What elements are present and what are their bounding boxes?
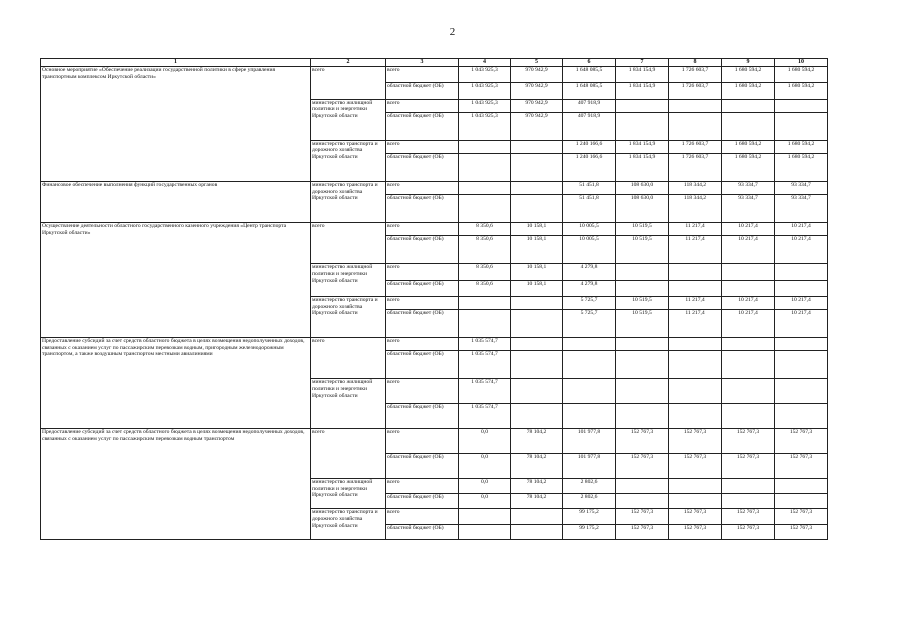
value-cell: 152 767,3	[775, 429, 828, 454]
value-cell: 93 334,7	[775, 195, 828, 223]
funding-source-cell: областной бюджет (ОБ)	[386, 309, 459, 337]
value-cell	[511, 379, 563, 404]
table-row	[41, 338, 828, 351]
value-cell: 5 725,7	[563, 309, 616, 337]
value-cell: 8 350,6	[459, 280, 511, 296]
value-cell: 10 519,5	[616, 296, 669, 309]
value-cell: 5 725,7	[563, 296, 616, 309]
value-cell: 8 350,6	[459, 223, 511, 236]
value-cell: 0,0	[459, 429, 511, 454]
column-header: 8	[669, 59, 722, 67]
value-cell: 1 043 925,3	[459, 112, 511, 140]
executor-cell: министерство транспорта и дорожного хозяйства Иркутской области	[311, 182, 386, 223]
value-cell: 970 942,9	[511, 83, 563, 99]
value-cell: 1 035 574,7	[459, 351, 511, 379]
value-cell	[459, 195, 511, 223]
column-header: 10	[775, 59, 828, 67]
value-cell: 152 767,3	[616, 454, 669, 479]
value-cell: 11 217,4	[669, 236, 722, 264]
value-cell	[775, 280, 828, 296]
value-cell: 10 005,5	[563, 236, 616, 264]
value-cell: 1 680 594,2	[775, 67, 828, 83]
value-cell: 10 519,5	[616, 309, 669, 337]
column-header: 7	[616, 59, 669, 67]
value-cell	[722, 494, 775, 509]
value-cell	[722, 404, 775, 429]
measure-title: Финансовое обеспечение выполнения функций государственных органов	[41, 182, 311, 223]
value-cell	[511, 182, 563, 195]
value-cell	[616, 338, 669, 351]
value-cell	[722, 479, 775, 494]
value-cell: 10 217,4	[722, 296, 775, 309]
value-cell	[511, 309, 563, 337]
value-cell	[722, 280, 775, 296]
funding-source-cell: областной бюджет (ОБ)	[386, 351, 459, 379]
page-number: 2	[449, 26, 456, 38]
value-cell: 1 834 154,9	[616, 140, 669, 153]
value-cell	[616, 479, 669, 494]
value-cell	[616, 99, 669, 112]
value-cell: 93 334,7	[722, 195, 775, 223]
funding-source-cell: всего	[386, 264, 459, 280]
value-cell: 970 942,9	[511, 99, 563, 112]
value-cell	[511, 351, 563, 379]
value-cell: 101 977,8	[563, 454, 616, 479]
value-cell	[511, 338, 563, 351]
measure-title: Предоставление субсидий за счет средств областного бюджета в целях возмещения недополученных доходов, связанных с оказанием услуг по пассажирским перевозкам водным, пригородным железнодорожным транспортом, а также воздушным транспортом местными авиалиниями	[41, 338, 311, 429]
value-cell: 99 175,2	[563, 524, 616, 539]
funding-source-cell: областной бюджет (ОБ)	[386, 83, 459, 99]
funding-source-cell: всего	[386, 429, 459, 454]
executor-cell: министерство жилищной политики и энергетики Иркутской области	[311, 479, 386, 509]
funding-source-cell: всего	[386, 140, 459, 153]
value-cell: 11 217,4	[669, 223, 722, 236]
value-cell	[669, 264, 722, 280]
value-cell: 152 767,3	[669, 454, 722, 479]
value-cell	[775, 99, 828, 112]
value-cell: 407 918,9	[563, 112, 616, 140]
value-cell: 10 217,4	[722, 236, 775, 264]
value-cell: 1 648 085,5	[563, 67, 616, 83]
executor-cell: министерство транспорта и дорожного хозяйства Иркутской области	[311, 140, 386, 181]
value-cell: 78 104,2	[511, 454, 563, 479]
value-cell	[722, 99, 775, 112]
funding-source-cell: областной бюджет (ОБ)	[386, 280, 459, 296]
value-cell: 1 680 594,2	[775, 140, 828, 153]
value-cell: 1 834 154,9	[616, 67, 669, 83]
value-cell	[775, 112, 828, 140]
value-cell: 152 767,3	[722, 454, 775, 479]
value-cell	[775, 379, 828, 404]
executor-cell: министерство транспорта и дорожного хозяйства Иркутской области	[311, 296, 386, 337]
funding-source-cell: всего	[386, 99, 459, 112]
value-cell: 1 680 594,2	[775, 153, 828, 181]
funding-source-cell: всего	[386, 509, 459, 524]
value-cell	[459, 182, 511, 195]
value-cell: 99 175,2	[563, 509, 616, 524]
value-cell: 101 977,8	[563, 429, 616, 454]
value-cell: 4 279,8	[563, 280, 616, 296]
value-cell: 10 217,4	[775, 309, 828, 337]
value-cell: 152 767,3	[616, 509, 669, 524]
column-header: 5	[511, 59, 563, 67]
table-header-row	[41, 59, 828, 67]
value-cell: 0,0	[459, 479, 511, 494]
value-cell	[511, 296, 563, 309]
value-cell: 152 767,3	[722, 429, 775, 454]
executor-cell: министерство жилищной политики и энергетики Иркутской области	[311, 264, 386, 297]
value-cell	[722, 338, 775, 351]
value-cell	[722, 379, 775, 404]
measure-title: Предоставление субсидий за счет средств областного бюджета в целях возмещения недополученных доходов, связанных с оказанием услуг по пассажирским перевозкам водным транспортом	[41, 429, 311, 540]
value-cell: 152 767,3	[775, 454, 828, 479]
value-cell: 1 240 166,6	[563, 153, 616, 181]
value-cell: 51 451,8	[563, 195, 616, 223]
value-cell	[511, 140, 563, 153]
value-cell: 11 217,4	[669, 309, 722, 337]
value-cell	[669, 479, 722, 494]
value-cell: 1 035 574,7	[459, 404, 511, 429]
value-cell	[616, 494, 669, 509]
funding-source-cell: областной бюджет (ОБ)	[386, 153, 459, 181]
value-cell	[775, 479, 828, 494]
funding-source-cell: областной бюджет (ОБ)	[386, 494, 459, 509]
value-cell	[669, 351, 722, 379]
value-cell: 10 217,4	[722, 223, 775, 236]
value-cell: 118 344,2	[669, 182, 722, 195]
executor-cell: министерство транспорта и дорожного хозяйства Иркутской области	[311, 509, 386, 540]
funding-source-cell: всего	[386, 67, 459, 83]
value-cell	[616, 404, 669, 429]
value-cell	[616, 264, 669, 280]
value-cell: 407 918,9	[563, 99, 616, 112]
value-cell: 0,0	[459, 454, 511, 479]
value-cell: 78 104,2	[511, 494, 563, 509]
value-cell	[616, 280, 669, 296]
value-cell: 1 680 594,2	[722, 83, 775, 99]
value-cell	[775, 494, 828, 509]
value-cell: 8 350,6	[459, 236, 511, 264]
measure-title: Осуществление деятельности областного государственного казенного учреждения «Центр транспорта Иркутской области»	[41, 223, 311, 338]
value-cell: 10 005,5	[563, 223, 616, 236]
value-cell: 108 630,0	[616, 182, 669, 195]
table-row	[41, 429, 828, 454]
value-cell: 10 217,4	[722, 309, 775, 337]
column-header: 9	[722, 59, 775, 67]
column-header: 1	[41, 59, 311, 67]
value-cell: 10 158,1	[511, 223, 563, 236]
value-cell	[459, 509, 511, 524]
column-header: 3	[386, 59, 459, 67]
value-cell: 0,0	[459, 494, 511, 509]
value-cell	[459, 140, 511, 153]
value-cell	[669, 280, 722, 296]
measure-title: Основное мероприятие «Обеспечение реализации государственной политики в сфере управления транспортным комплексом Иркутской области»	[41, 67, 311, 182]
value-cell: 970 942,9	[511, 67, 563, 83]
value-cell: 1 043 925,3	[459, 99, 511, 112]
value-cell: 1 240 166,6	[563, 140, 616, 153]
value-cell: 108 630,0	[616, 195, 669, 223]
value-cell: 10 519,5	[616, 223, 669, 236]
value-cell	[616, 112, 669, 140]
value-cell: 2 802,6	[563, 494, 616, 509]
column-header: 2	[311, 59, 386, 67]
value-cell: 970 942,9	[511, 112, 563, 140]
executor-cell: министерство жилищной политики и энергетики Иркутской области	[311, 379, 386, 429]
funding-source-cell: областной бюджет (ОБ)	[386, 195, 459, 223]
funding-source-cell: областной бюджет (ОБ)	[386, 236, 459, 264]
value-cell	[511, 509, 563, 524]
value-cell	[722, 264, 775, 280]
value-cell	[511, 153, 563, 181]
funding-source-cell: всего	[386, 296, 459, 309]
value-cell	[511, 195, 563, 223]
column-header: 4	[459, 59, 511, 67]
value-cell	[459, 296, 511, 309]
value-cell	[775, 351, 828, 379]
funding-source-cell: всего	[386, 379, 459, 404]
value-cell	[775, 264, 828, 280]
value-cell: 1 726 603,7	[669, 153, 722, 181]
value-cell	[669, 99, 722, 112]
value-cell: 10 217,4	[775, 296, 828, 309]
table-body	[41, 67, 828, 540]
value-cell: 10 158,1	[511, 264, 563, 280]
value-cell	[563, 379, 616, 404]
table-row	[41, 223, 828, 236]
value-cell	[669, 112, 722, 140]
value-cell	[775, 404, 828, 429]
value-cell: 10 519,5	[616, 236, 669, 264]
value-cell: 152 767,3	[669, 509, 722, 524]
table-row	[41, 182, 828, 195]
value-cell	[775, 338, 828, 351]
funding-source-cell: всего	[386, 223, 459, 236]
table-row	[41, 67, 828, 83]
funding-source-cell: областной бюджет (ОБ)	[386, 404, 459, 429]
value-cell	[722, 112, 775, 140]
value-cell: 118 344,2	[669, 195, 722, 223]
value-cell: 1 834 154,9	[616, 83, 669, 99]
value-cell	[616, 379, 669, 404]
executor-cell: министерство жилищной политики и энергетики Иркутской области	[311, 99, 386, 140]
value-cell: 78 104,2	[511, 429, 563, 454]
value-cell: 1 726 603,7	[669, 83, 722, 99]
value-cell	[669, 404, 722, 429]
value-cell	[511, 404, 563, 429]
value-cell: 152 767,3	[669, 429, 722, 454]
value-cell	[669, 494, 722, 509]
funding-source-cell: всего	[386, 182, 459, 195]
value-cell	[459, 309, 511, 337]
funding-source-cell: областной бюджет (ОБ)	[386, 454, 459, 479]
value-cell: 152 767,3	[616, 524, 669, 539]
value-cell: 152 767,3	[616, 429, 669, 454]
executor-cell: всего	[311, 223, 386, 264]
value-cell: 78 104,2	[511, 479, 563, 494]
value-cell	[722, 351, 775, 379]
budget-table	[40, 58, 828, 540]
value-cell: 1 834 154,9	[616, 153, 669, 181]
funding-source-cell: всего	[386, 479, 459, 494]
executor-cell: всего	[311, 338, 386, 379]
value-cell: 1 726 603,7	[669, 140, 722, 153]
value-cell	[563, 351, 616, 379]
value-cell: 1 680 594,2	[722, 153, 775, 181]
value-cell: 1 035 574,7	[459, 338, 511, 351]
value-cell: 1 035 574,7	[459, 379, 511, 404]
value-cell: 10 217,4	[775, 223, 828, 236]
value-cell	[563, 338, 616, 351]
value-cell: 152 767,3	[669, 524, 722, 539]
value-cell: 51 451,8	[563, 182, 616, 195]
funding-source-cell: областной бюджет (ОБ)	[386, 112, 459, 140]
value-cell: 1 680 594,2	[775, 83, 828, 99]
value-cell: 11 217,4	[669, 296, 722, 309]
value-cell: 1 680 594,2	[722, 140, 775, 153]
value-cell: 1 043 925,3	[459, 83, 511, 99]
value-cell	[669, 379, 722, 404]
value-cell: 10 217,4	[775, 236, 828, 264]
column-header: 6	[563, 59, 616, 67]
value-cell: 1 043 925,3	[459, 67, 511, 83]
value-cell: 2 802,6	[563, 479, 616, 494]
executor-cell: всего	[311, 67, 386, 100]
value-cell: 93 334,7	[722, 182, 775, 195]
value-cell: 1 726 603,7	[669, 67, 722, 83]
value-cell: 152 767,3	[722, 524, 775, 539]
value-cell: 152 767,3	[722, 509, 775, 524]
value-cell	[563, 404, 616, 429]
value-cell: 10 158,1	[511, 280, 563, 296]
value-cell: 10 158,1	[511, 236, 563, 264]
value-cell: 1 648 085,5	[563, 83, 616, 99]
value-cell	[511, 524, 563, 539]
value-cell	[459, 153, 511, 181]
funding-source-cell: областной бюджет (ОБ)	[386, 524, 459, 539]
executor-cell: всего	[311, 429, 386, 479]
value-cell	[669, 338, 722, 351]
funding-source-cell: всего	[386, 338, 459, 351]
value-cell	[616, 351, 669, 379]
value-cell: 8 350,6	[459, 264, 511, 280]
value-cell: 152 767,3	[775, 524, 828, 539]
value-cell: 93 334,7	[775, 182, 828, 195]
value-cell	[459, 524, 511, 539]
value-cell: 152 767,3	[775, 509, 828, 524]
value-cell: 1 680 594,2	[722, 67, 775, 83]
value-cell: 4 279,8	[563, 264, 616, 280]
